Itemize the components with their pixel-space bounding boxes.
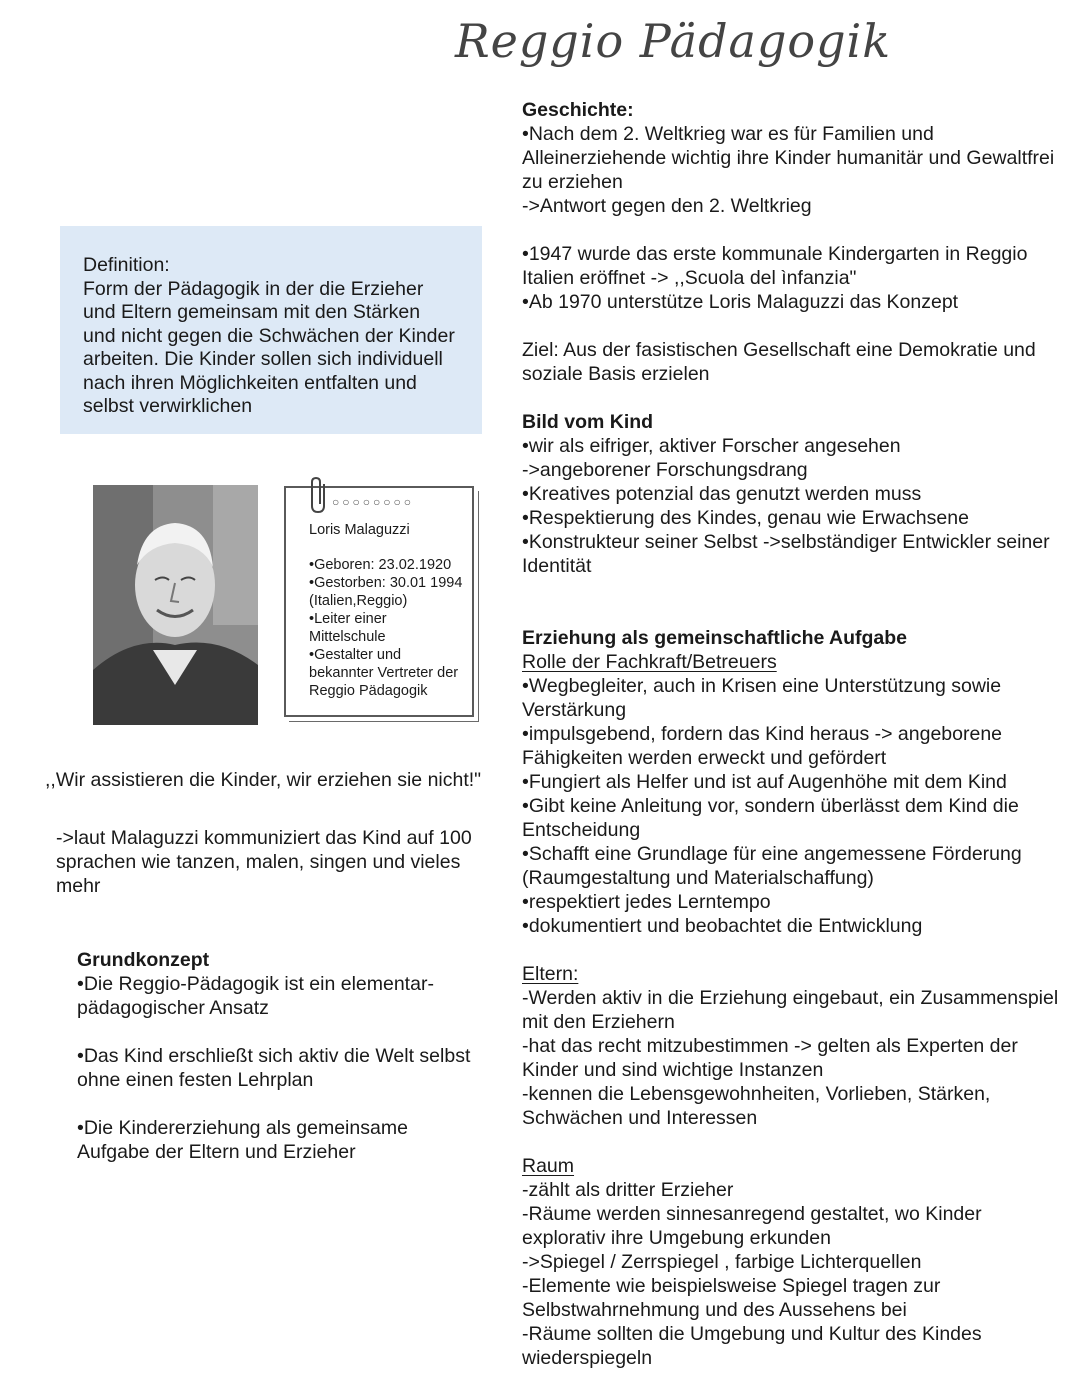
eltern-heading: Eltern: [522, 963, 579, 985]
grundkonzept-item: •Die Kindererziehung als gemeinsame Aufgabe der Eltern und Erzieher [77, 1117, 408, 1163]
erziehung-heading: Erziehung als gemeinschaftliche Aufgabe [522, 627, 908, 649]
geschichte-heading: Geschichte: [522, 99, 634, 121]
right-column [522, 98, 1062, 1370]
grundkonzept-heading: Grundkonzept [77, 949, 210, 971]
bild-item: ->angeborener Forschungsdrang [522, 459, 808, 481]
definition-box [60, 226, 482, 434]
malaguzzi-quote: ,,Wir assistieren die Kinder, wir erziehen sie nicht!" [45, 769, 482, 791]
note-item: •Leiter einer [309, 611, 387, 627]
portrait-photo [93, 485, 258, 725]
note-item: •Gestorben: 30.01 1994 [309, 575, 463, 591]
note-item: •Geboren: 23.02.1920 [309, 557, 452, 573]
erziehung-item: •dokumentiert und beobachtet die Entwicklung [522, 915, 923, 937]
erziehung-item: •impulsgebend, fordern das Kind heraus -> angeborene Fähigkeiten werden erweckt und gefördert [522, 723, 1003, 769]
geschichte-text: ->Antwort gegen den 2. Weltkrieg [522, 195, 812, 217]
page-title: Reggio Pädagogik [455, 14, 892, 68]
note-item: (Italien,Reggio) [309, 593, 408, 609]
erziehung-item: •Wegbegleiter, auch in Krisen eine Unterstützung sowie Verstärkung [522, 675, 1002, 721]
laut-paragraph: ->laut Malaguzzi kommuniziert das Kind auf 100 sprachen wie tanzen, malen, singen und vieles mehr [56, 827, 472, 897]
raum-heading: Raum [522, 1155, 575, 1177]
bild-item: •Kreatives potenzial das genutzt werden muss [522, 483, 922, 505]
bild-heading: Bild vom Kind [522, 411, 654, 433]
ring-holes-icon: ○○○○○○○○ [332, 495, 414, 509]
note-name: Loris Malaguzzi [309, 522, 410, 538]
note-item: •Gestalter und [309, 647, 402, 663]
geschichte-text: •Nach dem 2. Weltkrieg war es für Familien und Alleinerziehende wichtig ihre Kinder humanitär und Gewaltfrei zu erziehen [522, 123, 1055, 193]
bild-item: •Konstrukteur seiner Selbst ->selbständiger Entwickler seiner Identität [522, 531, 1050, 577]
ziel-text: Ziel: Aus der fasistischen Gesellschaft eine Demokratie und soziale Basis erzielen [522, 339, 1036, 385]
geschichte-text: •Ab 1970 unterstütze Loris Malaguzzi das Konzept [522, 291, 959, 313]
note-item: Mittelschule [309, 629, 386, 645]
raum-item: ->Spiegel / Zerrspiegel , farbige Lichterquellen [522, 1251, 922, 1273]
bild-item: •wir als eifriger, aktiver Forscher angesehen [522, 435, 901, 457]
biography-note [284, 486, 474, 717]
paperclip-icon [304, 476, 334, 521]
eltern-item: -kennen die Lebensgewohnheiten, Vorlieben, Stärken, Schwächen und Interessen [522, 1083, 991, 1129]
note-list [309, 556, 462, 700]
eltern-item: -hat das recht mitzubestimmen -> gelten als Experten der Kinder und sind wichtige Instanzen [522, 1035, 1018, 1081]
raum-item: -Räume sollten die Umgebung und Kultur des Kindes wiederspiegeln [522, 1323, 982, 1369]
erziehung-item: •Schafft eine Grundlage für eine angemessene Förderung (Raumgestaltung und Materialschaffung) [522, 843, 1022, 889]
erziehung-subheading: Rolle der Fachkraft/Betreuers [522, 651, 777, 673]
definition-heading: Definition: [83, 254, 170, 276]
bild-item: •Respektierung des Kindes, genau wie Erwachsene [522, 507, 969, 529]
erziehung-item: •Fungiert als Helfer und ist auf Augenhöhe mit dem Kind [522, 771, 1007, 793]
raum-item: -zählt als dritter Erzieher [522, 1179, 734, 1201]
raum-item: -Elemente wie beispielsweise Spiegel tragen zur Selbstwahrnehmung und des Aussehens bei [522, 1275, 941, 1321]
note-item: bekannter Vertreter der [309, 665, 459, 681]
grundkonzept-section [77, 948, 477, 1164]
erziehung-item: •respektiert jedes Lerntempo [522, 891, 771, 913]
geschichte-text: •1947 wurde das erste kommunale Kindergarten in Reggio Italien eröffnet -> ,,Scuola del ìnfanzia" [522, 243, 1028, 289]
grundkonzept-item: •Die Reggio-Pädagogik ist ein elementar-pädagogischer Ansatz [77, 973, 434, 1019]
erziehung-item: •Gibt keine Anleitung vor, sondern überlässt dem Kind die Entscheidung [522, 795, 1019, 841]
raum-item: -Räume werden sinnesanregend gestaltet, wo Kinder explorativ ihre Umgebung erkunden [522, 1203, 982, 1249]
eltern-item: -Werden aktiv in die Erziehung eingebaut, ein Zusammenspiel mit den Erziehern [522, 987, 1059, 1033]
definition-text: Form der Pädagogik in der die Erzieher und Eltern gemeinsam mit den Stärken und nicht gegen die Schwächen der Kinder arbeiten. Die Kinder sollen sich individuell nach ihren Möglichkeiten entfalten und selbst verwirklichen [83, 277, 455, 417]
grundkonzept-item: •Das Kind erschließt sich aktiv die Welt selbst ohne einen festen Lehrplan [77, 1045, 471, 1091]
note-item: Reggio Pädagogik [309, 683, 428, 699]
